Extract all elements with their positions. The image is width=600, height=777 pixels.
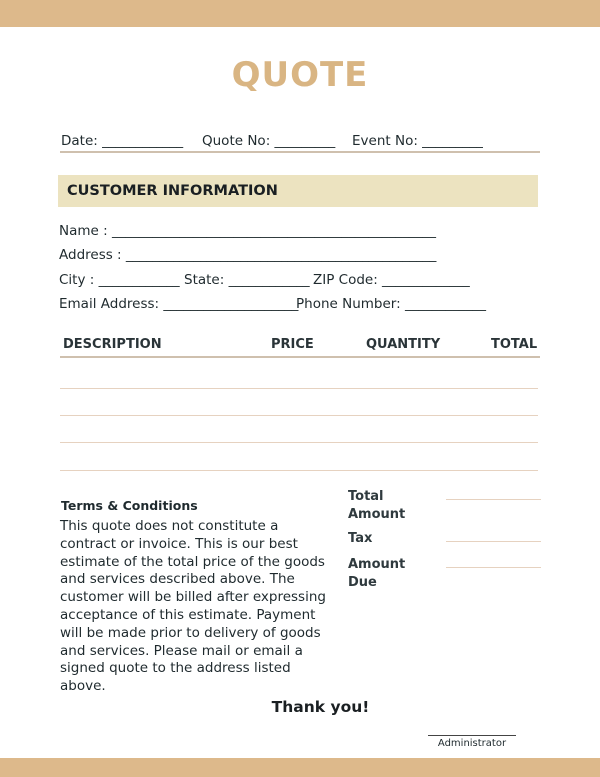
header-divider: [60, 151, 540, 153]
bottom-band: [0, 758, 600, 777]
thank-you: Thank you!: [271, 698, 370, 716]
col-description: DESCRIPTION: [63, 337, 162, 352]
table-row: [60, 470, 538, 471]
page-title: QUOTE: [231, 55, 369, 95]
col-total: TOTAL: [491, 337, 538, 352]
table-header-divider: [60, 356, 540, 358]
terms-heading: Terms & Conditions: [61, 498, 198, 513]
phone-field: Phone Number: ____________: [296, 296, 486, 312]
table-row: [60, 388, 538, 389]
address-field: Address : ______________________________________________: [59, 247, 437, 263]
customer-info-banner: [58, 175, 538, 207]
total-amount-line: [446, 499, 541, 500]
table-row: [60, 442, 538, 443]
signature-line: [428, 735, 516, 736]
amount-due-line: [446, 567, 541, 568]
amount-due-label: Amount Due: [348, 557, 406, 590]
date-field: Date: ____________: [61, 133, 184, 149]
customer-info-heading: CUSTOMER INFORMATION: [67, 183, 278, 199]
tax-label: Tax: [348, 531, 373, 546]
signature-label: Administrator: [437, 738, 507, 749]
col-quantity: QUANTITY: [366, 337, 441, 352]
city-field: City : ____________: [59, 272, 180, 288]
top-band: [0, 0, 600, 27]
state-field: State: ____________: [184, 272, 310, 288]
quote-no-field: Quote No: _________: [202, 133, 336, 149]
email-field: Email Address: ____________________: [59, 296, 299, 312]
name-field: Name : ________________________________________________: [59, 223, 436, 239]
total-amount-label: Total Amount: [348, 489, 406, 522]
zip-field: ZIP Code: _____________: [313, 272, 470, 288]
terms-body: This quote does not constitute a contract or invoice. This is our best estimate of the total price of the goods and services described above. The customer will be billed after expressing acceptance of this estimate. Payment will be made prior to delivery of goods and services. Please mail or email a signed quote to the address listed above.: [60, 518, 326, 695]
event-no-field: Event No: _________: [352, 133, 483, 149]
tax-line: [446, 541, 541, 542]
table-row: [60, 415, 538, 416]
col-price: PRICE: [271, 337, 314, 352]
